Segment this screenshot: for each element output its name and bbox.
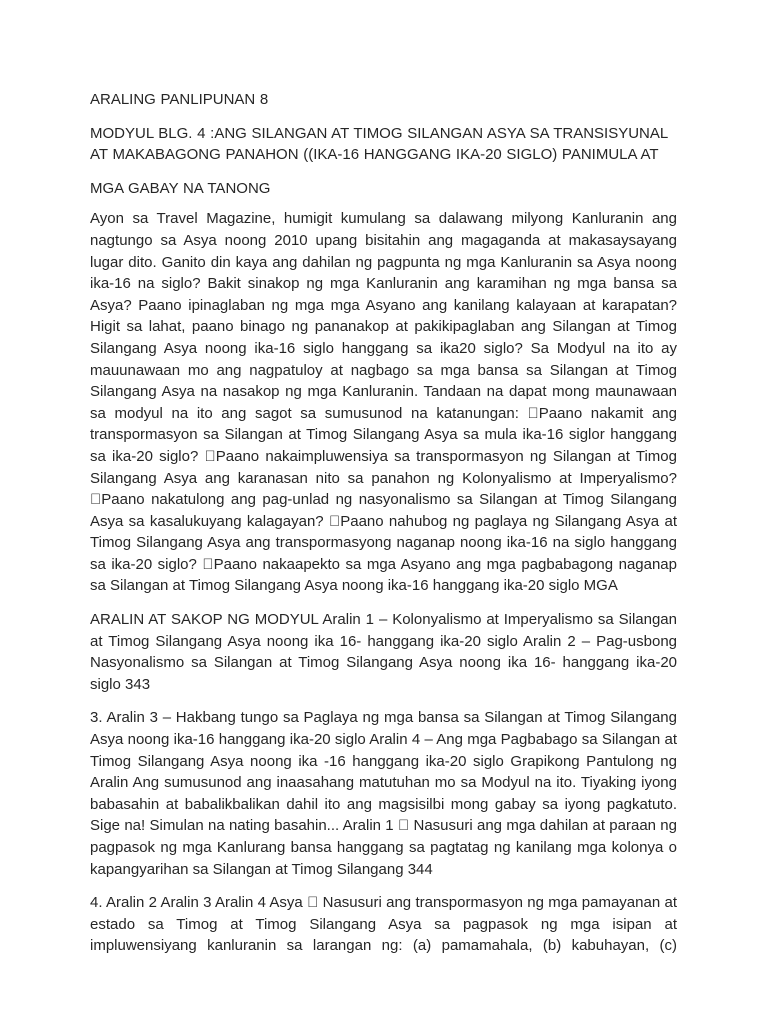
document-title: ARALING PANLIPUNAN 8 [90,91,269,108]
intro-paragraph: Ayon sa Travel Magazine, humigit kumulang sa dalawang milyong Kanluranin ang nagtungo sa Asya noong 2010 upang bisitahin ang magaganda at makasaysayang lugar dito. Ganito din kaya ang dahilan ng pagpunta ng mga Kanluranin sa Asya noong ika-16 na siglo? Bakit sinakop ng mga Kanluranin ang karamihan ng mga bansa sa Asya? Paano ipinaglaban ng mga mga Asyano ang kanilang kalayaan at karapatan? Higit sa lahat, paano binago ng pananakop at pakikipaglaban ang Silangan at Timog Silangang Asya noong ika-16 siglo hanggang sa ika20 siglo? Sa Modyul na ito ay mauunawaan mo ang nagpatuloy at nagbago sa mga bansa sa Silangan at Timog Silangang Asya na nasakop ng mga Kanluranin. Tandaan na dapat mong maunawaan sa modyul na ito ang sagot sa sumusunod na katanungan: Paano nakamit ang transpormasyon sa Silangan at Timog Silangang Asya sa mula ika-16 siglor hanggang sa ika-20 siglo? Paano nakaimpluwensiya sa transpormasyon ng Silangan at Timog Silangang Asya ang karanasan nito sa panahon ng Kolonyalismo at Imperyalismo? Paano nakatulong ang pag-unlad ng nasyonalismo sa Silangan at Timog Silangang Asya sa kasalukuyang kalagayan? Paano nahubog ng paglaya ng Silangang Asya at Timog Silangang Asya ang transpormasyong naganap noong ika-16 na siglo hanggang sa ika-20 siglo? Paano nakaapekto sa mga Asyano ang mga pagbabagong naganap sa Silangan at Timog Silangang Asya noong ika-16 hanggang ika-20 siglo MGA [90,210,677,595]
document-body [90,89,677,969]
lessons-scope-paragraph: ARALIN AT SAKOP NG MODYUL Aralin 1 – Kolonyalismo at Imperyalismo sa Silangan at Timog Silangang Asya noong ika 16- hanggang ika-20 siglo Aralin 2 – Pag-usbong Nasyonalismo sa Silangan at Timog Silangang Asya noong ika 16- hanggang ika-20 siglo 343 [90,611,677,693]
lesson-3-paragraph: 3. Aralin 3 – Hakbang tungo sa Paglaya ng mga bansa sa Silangan at Timog Silangang Asya noong ika-16 hanggang ika-20 siglo Aralin 4 – Ang mga Pagbabago sa Silangan at Timog Silangang Asya noong ika -16 hanggang ika-20 siglo Grapikong Pantulong ng Aralin Ang sumusunod ang inaasahang matutuhan mo sa Modyul na ito. Tiyaking iyong babasahin at babalikbalikan dahil ito ang magsisilbi mong gabay sa iyong pagkatuto. Sige na! Simulan na nating basahin... Aralin 1 Nasusuri ang mga dahilan at paraan ng pagpasok ng mga Kanlurang bansa hanggang sa pagtatag ng kanilang mga kolonya o kapangyarihan sa Silangan at Timog Silangang 344 [90,709,677,878]
module-heading: MODYUL BLG. 4 :ANG SILANGAN AT TIMOG SILANGAN ASYA SA TRANSISYUNAL AT MAKABAGONG PANAHON ((IKA-16 HANGGANG IKA-20 SIGLO) PANIMULA AT [90,124,668,164]
lesson-4-paragraph: 4. Aralin 2 Aralin 3 Aralin 4 Asya Nasusuri ang transpormasyon ng mga pamayanan at estado sa Timog at Timog Silangang Asya sa pagpasok ng mga isipan at impluwensiyang kanluranin sa larangan ng: (a) pamamahala, (b) kabuhayan, (c) [90,894,677,955]
guide-questions-heading: MGA GABAY NA TANONG [90,179,271,197]
